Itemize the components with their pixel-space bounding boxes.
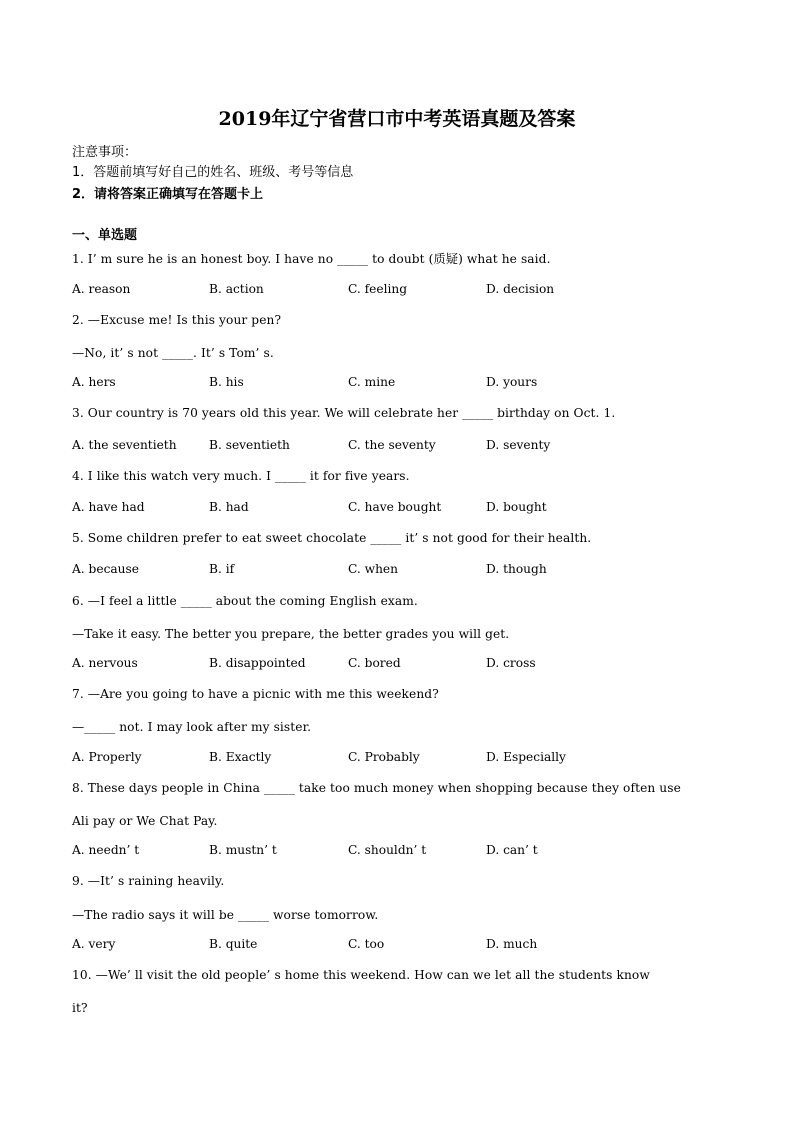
option: D. seventy bbox=[486, 438, 551, 452]
question-text: 3. Our country is 70 years old this year. We will celebrate her _____ birthday on Oct. 1. bbox=[72, 406, 616, 420]
options-row bbox=[72, 500, 732, 516]
option: C. too bbox=[348, 937, 385, 951]
option: C. when bbox=[348, 562, 398, 576]
option: B. had bbox=[209, 500, 249, 514]
options-row bbox=[72, 843, 732, 859]
options-row bbox=[72, 438, 732, 454]
option: D. can’ t bbox=[486, 843, 538, 857]
option: B. if bbox=[209, 562, 235, 576]
option: C. feeling bbox=[348, 282, 408, 296]
section-title: 一、单选题 bbox=[72, 228, 138, 243]
question-text: 1. I’ m sure he is an honest boy. I have no _____ to doubt (质疑) what he said. bbox=[72, 252, 551, 266]
option: C. bored bbox=[348, 656, 401, 670]
question-text: 10. —We’ ll visit the old people’ s home this weekend. How can we let all the students know bbox=[72, 968, 650, 982]
option: B. his bbox=[209, 375, 244, 389]
option: B. action bbox=[209, 282, 264, 296]
option: B. quite bbox=[209, 937, 258, 951]
question-text: 9. —It’ s raining heavily. bbox=[72, 874, 225, 888]
option: D. cross bbox=[486, 656, 536, 670]
option: D. Especially bbox=[486, 750, 566, 764]
question-text: 7. —Are you going to have a picnic with me this weekend? bbox=[72, 687, 439, 701]
notes-heading: 注意事项： bbox=[72, 145, 138, 160]
option: B. Exactly bbox=[209, 750, 272, 764]
option: D. yours bbox=[486, 375, 538, 389]
option: A. hers bbox=[72, 375, 116, 389]
options-row bbox=[72, 375, 732, 391]
question-text: Ali pay or We Chat Pay. bbox=[72, 814, 218, 828]
note-item: 1．答题前填写好自己的姓名、班级、考号等信息 bbox=[72, 165, 354, 180]
option: A. have had bbox=[72, 500, 145, 514]
question-text: —_____ not. I may look after my sister. bbox=[72, 720, 312, 734]
question-text: 5. Some children prefer to eat sweet chocolate _____ it’ s not good for their health. bbox=[72, 531, 592, 545]
options-row bbox=[72, 656, 732, 672]
options-row bbox=[72, 750, 732, 766]
option: A. very bbox=[72, 937, 116, 951]
option: D. decision bbox=[486, 282, 555, 296]
option: A. because bbox=[72, 562, 139, 576]
option: D. bought bbox=[486, 500, 547, 514]
option: C. have bought bbox=[348, 500, 442, 514]
option: A. needn’ t bbox=[72, 843, 140, 857]
option: A. nervous bbox=[72, 656, 138, 670]
option: D. much bbox=[486, 937, 538, 951]
option: C. mine bbox=[348, 375, 396, 389]
option: D. though bbox=[486, 562, 547, 576]
question-text: —Take it easy. The better you prepare, the better grades you will get. bbox=[72, 627, 510, 641]
question-text: 2. —Excuse me! Is this your pen? bbox=[72, 313, 282, 327]
option: B. seventieth bbox=[209, 438, 290, 452]
option: B. mustn’ t bbox=[209, 843, 277, 857]
question-text: —The radio says it will be _____ worse tomorrow. bbox=[72, 908, 379, 922]
question-text: it? bbox=[72, 1001, 88, 1015]
option: C. shouldn’ t bbox=[348, 843, 427, 857]
question-text: —No, it’ s not _____. It’ s Tom’ s. bbox=[72, 346, 274, 360]
option: C. the seventy bbox=[348, 438, 436, 452]
question-text: 8. These days people in China _____ take too much money when shopping because they often use bbox=[72, 781, 681, 795]
option: A. the seventieth bbox=[72, 438, 177, 452]
option: B. disappointed bbox=[209, 656, 306, 670]
option: A. Properly bbox=[72, 750, 142, 764]
options-row bbox=[72, 937, 732, 953]
option: C. Probably bbox=[348, 750, 420, 764]
note-item: 2．请将答案正确填写在答题卡上 bbox=[72, 187, 264, 202]
question-text: 4. I like this watch very much. I _____ it for five years. bbox=[72, 469, 410, 483]
options-row bbox=[72, 562, 732, 578]
options-row bbox=[72, 282, 732, 298]
page-title: 2019年辽宁省营口市中考英语真题及答案 bbox=[218, 108, 576, 130]
question-text: 6. —I feel a little _____ about the coming English exam. bbox=[72, 594, 418, 608]
option: A. reason bbox=[72, 282, 131, 296]
